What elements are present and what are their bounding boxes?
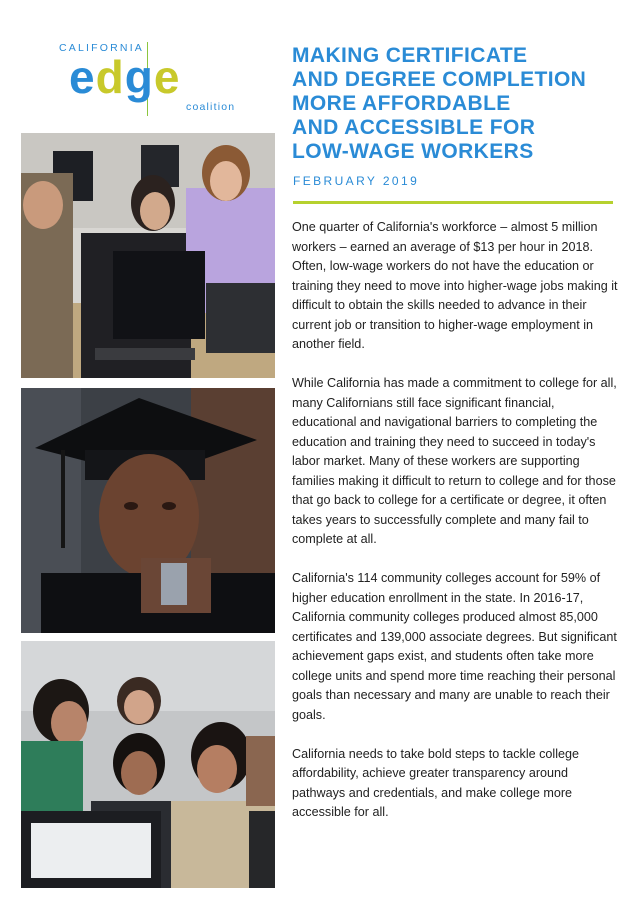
logo-letter: d xyxy=(95,51,125,103)
title-line: AND DEGREE COMPLETION xyxy=(292,68,587,91)
title-line: MORE AFFORDABLE xyxy=(292,92,511,115)
body-paragraph: One quarter of California's workforce – almost 5 million workers – earned an average of $13 per hour in 2018. Often, low-wage workers do not have the education or training they need to move into higher-wage jobs making it difficult to obtain the skills needed to advance in their current job or transition to higher-wage employment in another field. xyxy=(292,220,618,351)
body-paragraph: California's 114 community colleges account for 59% of higher education enrollment in the state. In 2016-17, California community colleges produced almost 85,000 certificates and 139,000 associate degrees. But significant achievement gaps exist, and students often take more college units and spend more time reaching their personal goals than necessary and many are unable to reach their goals. xyxy=(292,571,617,722)
logo-letter: g xyxy=(124,51,154,103)
title-line: LOW-WAGE WORKERS xyxy=(292,140,534,163)
accent-divider xyxy=(293,201,613,204)
body-text xyxy=(292,218,618,842)
logo-bottom-word: coalition xyxy=(186,101,236,113)
logo-letter: e xyxy=(153,51,181,103)
computer-lab-photo xyxy=(21,133,275,378)
logo-letter: e xyxy=(69,51,96,103)
body-paragraph: California needs to take bold steps to tackle college affordability, achieve greater transparency around pathways and credentials, and make college more accessible for all. xyxy=(292,746,580,819)
body-paragraph: While California has made a commitment to college for all, many Californians still face significant financial, educational and navigational barriers to completing the education and training they need to succeed in today's labor market. Many of these workers are supporting families making it difficult to return to college and for those that go back to college for a certificate or degree, it often takes years to successfully complete and many fail to complete at all. xyxy=(292,376,617,546)
graduate-photo xyxy=(21,388,275,633)
title-line: AND ACCESSIBLE FOR xyxy=(292,116,536,139)
title-line: MAKING CERTIFICATE xyxy=(292,44,528,67)
california-edge-coalition-logo xyxy=(55,38,243,118)
logo-brand-word xyxy=(69,50,180,104)
publication-date: FEBRUARY 2019 xyxy=(293,174,420,188)
page-title xyxy=(292,44,622,164)
students-at-computer-photo xyxy=(21,641,275,888)
logo-top-word: CALIFORNIA xyxy=(59,42,145,54)
